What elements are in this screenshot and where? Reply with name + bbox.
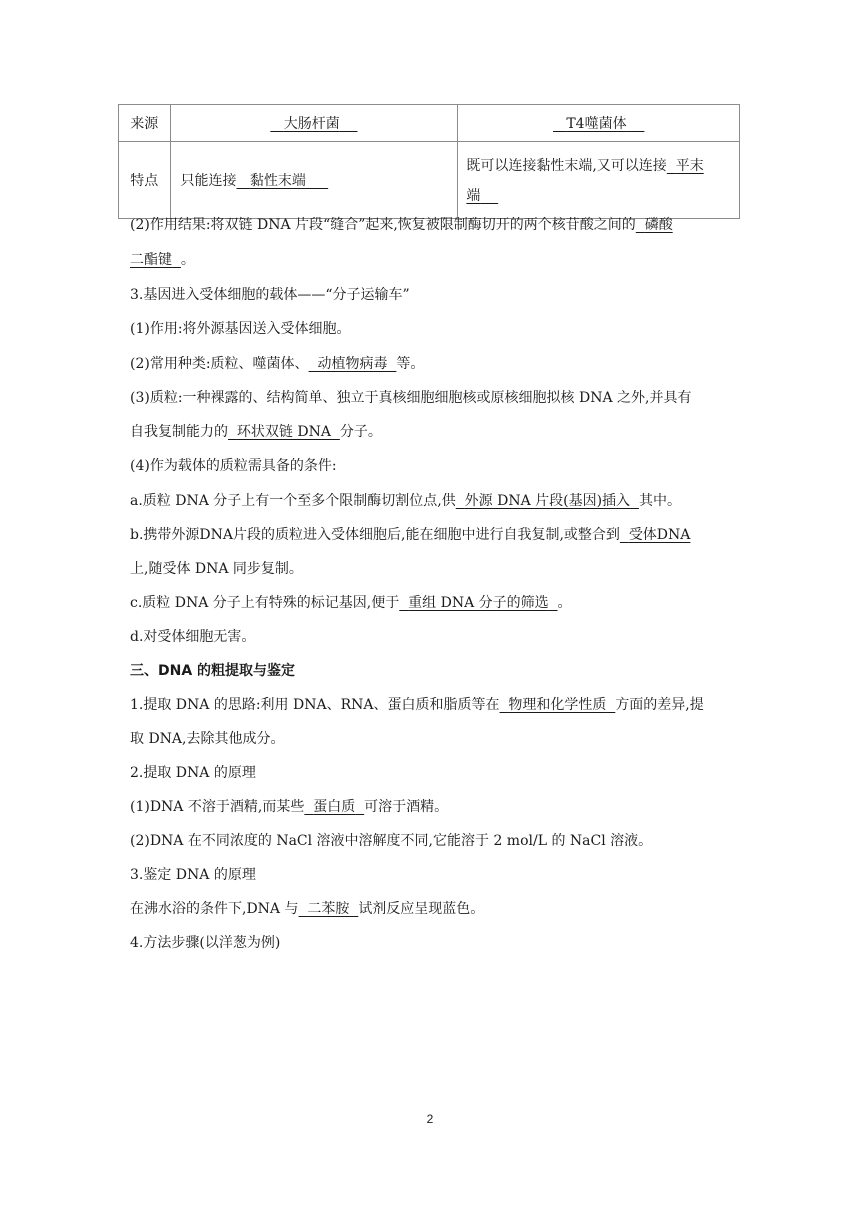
table-row: [119, 142, 740, 219]
answer-blank: 端: [466, 188, 481, 204]
cell-ecoli-feature: 只能连接 黏性末端: [170, 142, 458, 219]
paragraph-plasmid: (3)质粒:一种裸露的、结构简单、独立于真核细胞细胞核或原核细胞拟核 DNA 之外,并具有: [130, 390, 692, 406]
paragraph-plasmid-conditions: (4)作为载体的质粒需具备的条件:: [130, 458, 337, 474]
answer-blank: 平末: [675, 158, 704, 174]
paragraph-extraction-idea: 1.提取 DNA 的思路:利用 DNA、RNA、蛋白质和脂质等在 物理和化学性质 方面的差异,提: [130, 697, 704, 713]
paragraph-vector-function: (1)作用:将外源基因送入受体细胞。: [130, 321, 351, 337]
section-heading: 三、DNA 的粗提取与鉴定: [130, 663, 296, 679]
condition-b: b.携带外源DNA片段的质粒进入受体细胞后,能在细胞中进行自我复制,或整合到 受体DNA: [130, 527, 691, 543]
paragraph-extraction-idea-cont: 取 DNA,去除其他成分。: [130, 731, 285, 747]
cell-t4: [458, 105, 740, 142]
paragraph-identification: 在沸水浴的条件下,DNA 与 二苯胺 试剂反应呈现蓝色。: [130, 901, 485, 917]
page-number: 2: [426, 1112, 434, 1126]
condition-d: d.对受体细胞无害。: [130, 629, 256, 645]
row-label-feature: 特点: [119, 142, 171, 219]
paragraph-ligase-result: (2)作用结果:将双链 DNA 片段“缝合”起来,恢复被限制酶切开的两个核苷酸之间的 磷酸: [130, 217, 673, 233]
table-row: [119, 105, 740, 142]
answer-blank: 大肠杆菌: [283, 116, 340, 132]
answer-blank: 黏性末端: [249, 173, 306, 189]
cell-t4-feature: 既可以连接黏性末端,又可以连接 平末 端: [458, 142, 740, 219]
ligase-comparison-table: [118, 104, 740, 219]
paragraph-plasmid-cont: 自我复制能力的 环状双链 DNA 分子。: [130, 424, 382, 440]
row-label-source: 来源: [119, 105, 171, 142]
answer-blank: T4噬菌体: [566, 116, 627, 132]
heading-identification: 3.鉴定 DNA 的原理: [130, 867, 256, 883]
heading-vector: 3.基因进入受体细胞的载体——“分子运输车”: [130, 287, 410, 303]
paragraph-principle-1: (1)DNA 不溶于酒精,而某些 蛋白质 可溶于酒精。: [130, 799, 449, 815]
heading-extraction-principle: 2.提取 DNA 的原理: [130, 765, 256, 781]
condition-a: a.质粒 DNA 分子上有一个至多个限制酶切割位点,供 外源 DNA 片段(基因)插入 其中。: [130, 493, 681, 509]
condition-c: c.质粒 DNA 分子上有特殊的标记基因,便于 重组 DNA 分子的筛选 。: [130, 595, 572, 611]
paragraph-ligase-result-cont: 二酯键 。: [130, 252, 195, 268]
condition-b-cont: 上,随受体 DNA 同步复制。: [130, 561, 303, 577]
cell-ecoli: [170, 105, 458, 142]
heading-method: 4.方法步骤(以洋葱为例): [130, 935, 281, 951]
paragraph-principle-2: (2)DNA 在不同浓度的 NaCl 溶液中溶解度不同,它能溶于 2 mol/L 的 NaCl 溶液。: [130, 833, 653, 849]
paragraph-vector-types: (2)常用种类:质粒、噬菌体、 动植物病毒 等。: [130, 356, 425, 372]
